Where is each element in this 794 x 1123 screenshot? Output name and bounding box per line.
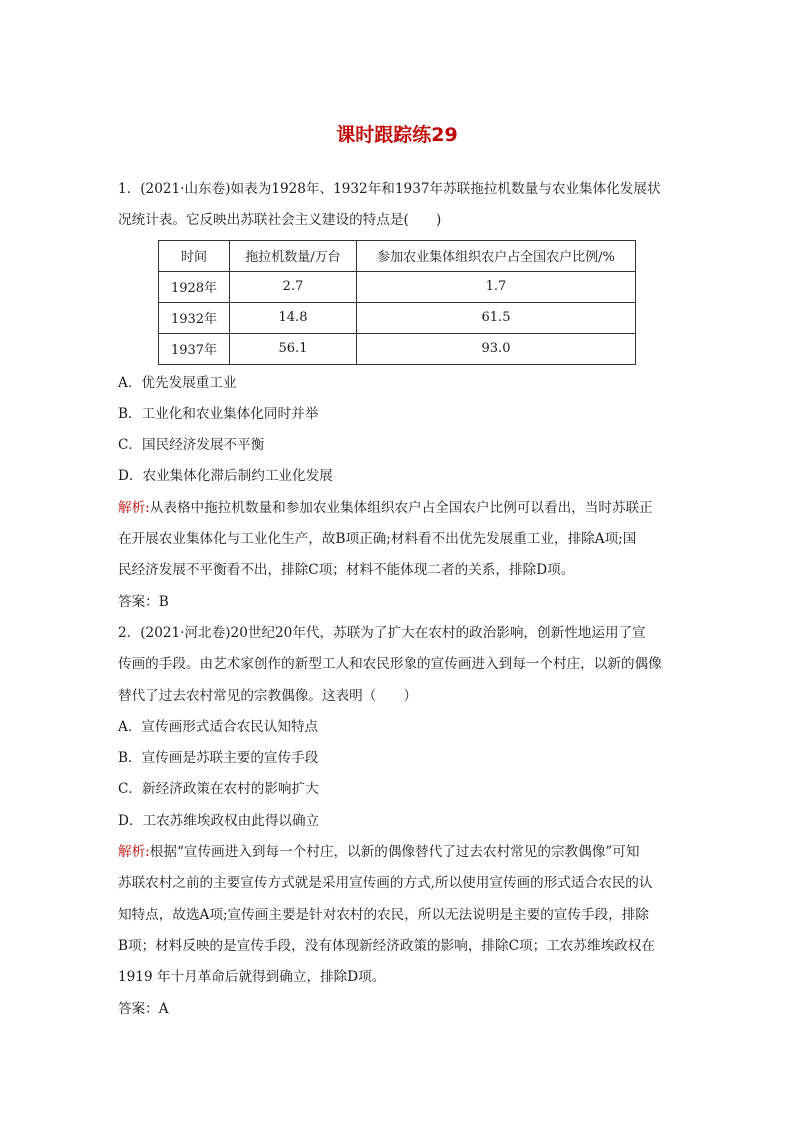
q1-stem-line-2: 况统计表。它反映出苏联社会主义建设的特点是( ) [118,212,442,229]
q1-stats-table [158,240,636,365]
document-content [118,174,678,1025]
table-cell: 61.5 [357,302,636,333]
q2-analysis-line-3: 知特点，故选A项;宣传画主要是针对农村的农民，所以无法说明是主要的宣传手段，排除 [118,906,649,923]
q1-analysis-line-1 [118,493,678,524]
q2-analysis-line-4: B项；材料反映的是宣传手段，没有体现新经济政策的影响，排除C项；工农苏维埃政权在 [118,937,655,954]
q2-option-c: C．新经济政策在农村的影响扩大 [118,781,319,798]
q1-option-b: B．工业化和农业集体化同时并举 [118,405,319,422]
q1-analysis-text-1: 从表格中拖拉机数量和参加农业集体组织农户占全国农户比例可以看出，当时苏联正 [149,499,653,516]
q1-analysis-label: 解析: [118,499,150,516]
table-header-cell: 拖拉机数量/万台 [230,240,357,271]
q2-option-b: B．宣传画是苏联主要的宣传手段 [118,750,319,767]
q2-stem-line-1: 2．(2021·河北卷)20世纪20年代，苏联为了扩大在农村的政治影响，创新性地运用了宣 [118,624,646,641]
q1-option-d: D．农业集体化滞后制约工业化发展 [118,468,333,485]
q2-analysis-text-1: 根据“宣传画进入到每一个村庄，以新的偶像替代了过去农村常见的宗教偶像”可知 [149,844,640,861]
page-title: 课时跟踪练29 [336,124,458,146]
table-cell: 1932年 [159,302,230,333]
q1-answer: 答案：B [118,593,169,610]
table-row [159,333,636,364]
q1-analysis-line-3: 民经济发展不平衡看不出，排除C项；材料不能体现二者的关系，排除D项。 [118,562,575,579]
q2-answer: 答案：A [118,1000,169,1017]
table-cell: 1.7 [357,271,636,302]
q1-stem-line-1: 1．(2021·山东卷)如表为1928年、1932年和1937年苏联拖拉机数量与农业集体化发展状 [118,181,661,197]
table-cell: 2.7 [230,271,357,302]
table-row [159,271,636,302]
q2-stem-line-2: 传画的手段。由艺术家创作的新型工人和农民形象的宣传画进入到每一个村庄，以新的偶像 [118,656,662,673]
q1-analysis-line-2: 在开展农业集体化与工业化生产，故B项正确;材料看不出优先发展重工业，排除A项;国 [118,531,637,548]
q2-stem-line-3: 替代了过去农村常见的宗教偶像。这表明（ ） [118,687,418,704]
q2-analysis-label: 解析: [118,844,150,861]
table-cell: 56.1 [230,333,357,364]
q2-analysis-line-5: 1919 年十月革命后就得到确立，排除D项。 [118,969,386,986]
q2-option-a: A．宣传画形式适合农民认知特点 [118,718,319,735]
table-cell: 1928年 [159,271,230,302]
q2-analysis-line-1 [118,837,678,868]
q2-option-d: D．工农苏维埃政权由此得以确立 [118,812,320,829]
q1-option-a: A．优先发展重工业 [118,374,237,391]
table-cell: 1937年 [159,333,230,364]
table-cell: 93.0 [357,333,636,364]
q1-option-c: C．国民经济发展不平衡 [118,437,265,454]
table-header-cell: 时间 [159,240,230,271]
table-header-cell: 参加农业集体组织农户占全国农户比例/% [357,240,636,271]
table-row [159,302,636,333]
q2-analysis-line-2: 苏联农村之前的主要宣传方式就是采用宣传画的方式,所以使用宣传画的形式适合农民的认 [118,875,653,892]
table-cell: 14.8 [230,302,357,333]
table-header-row [159,240,636,271]
